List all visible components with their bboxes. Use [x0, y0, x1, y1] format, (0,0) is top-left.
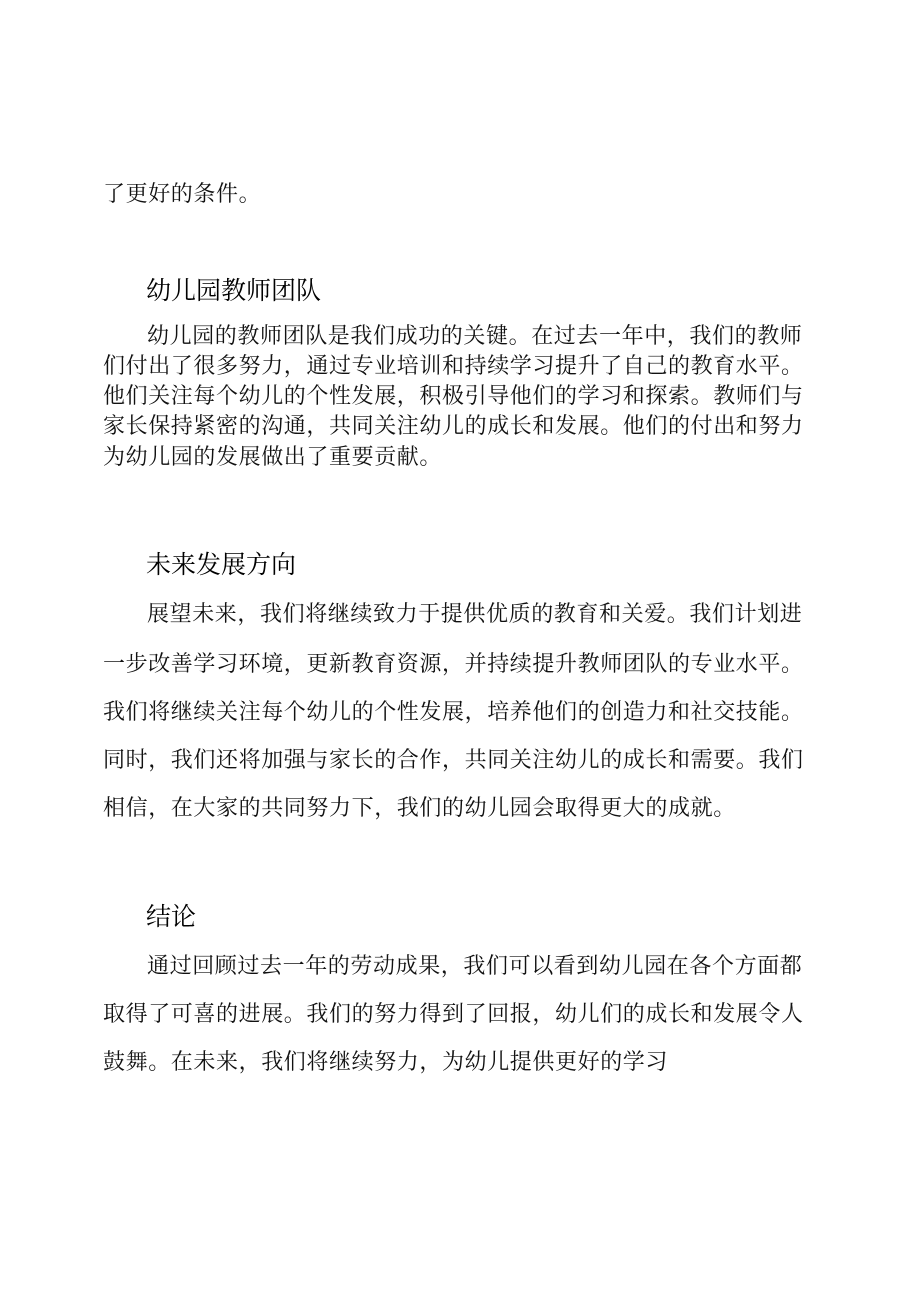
paragraph-line: 相信，在大家的共同努力下，我们的幼儿园会取得更大的成就。 — [103, 796, 736, 821]
paragraph-line: 通过回顾过去一年的劳动成果，我们可以看到幼儿园在各个方面都 — [147, 954, 803, 979]
section-heading-teachers: 幼儿园教师团队 — [146, 276, 322, 305]
paragraph-line: 鼓舞。在未来，我们将继续努力，为幼儿提供更好的学习 — [103, 1050, 669, 1075]
paragraph-line: 幼儿园的教师团队是我们成功的关键。在过去一年中，我们的教师 — [147, 324, 803, 349]
intro-line: 了更好的条件。 — [103, 182, 262, 207]
paragraph-line: 我们将继续关注每个幼儿的个性发展，培养他们的创造力和社交技能。 — [103, 700, 804, 725]
paragraph-line: 展望未来，我们将继续致力于提供优质的教育和关爱。我们计划进 — [147, 602, 803, 627]
paragraph-line: 同时，我们还将加强与家长的合作，共同关注幼儿的成长和需要。我们 — [103, 748, 804, 773]
section-heading-future: 未来发展方向 — [146, 550, 297, 579]
paragraph-line: 取得了可喜的进展。我们的努力得到了回报，幼儿们的成长和发展令人 — [103, 1002, 804, 1027]
section-heading-conclusion: 结论 — [146, 902, 197, 931]
paragraph-line: 一步改善学习环境，更新教育资源，并持续提升教师团队的专业水平。 — [103, 652, 804, 677]
paragraph-line: 家长保持紧密的沟通，共同关注幼儿的成长和发展。他们的付出和努力 — [103, 414, 804, 439]
paragraph-line: 为幼儿园的发展做出了重要贡献。 — [103, 445, 443, 470]
paragraph-line: 们付出了很多努力，通过专业培训和持续学习提升了自己的教育水平。 — [103, 354, 804, 379]
paragraph-line: 他们关注每个幼儿的个性发展，积极引导他们的学习和探索。教师们与 — [103, 384, 804, 409]
